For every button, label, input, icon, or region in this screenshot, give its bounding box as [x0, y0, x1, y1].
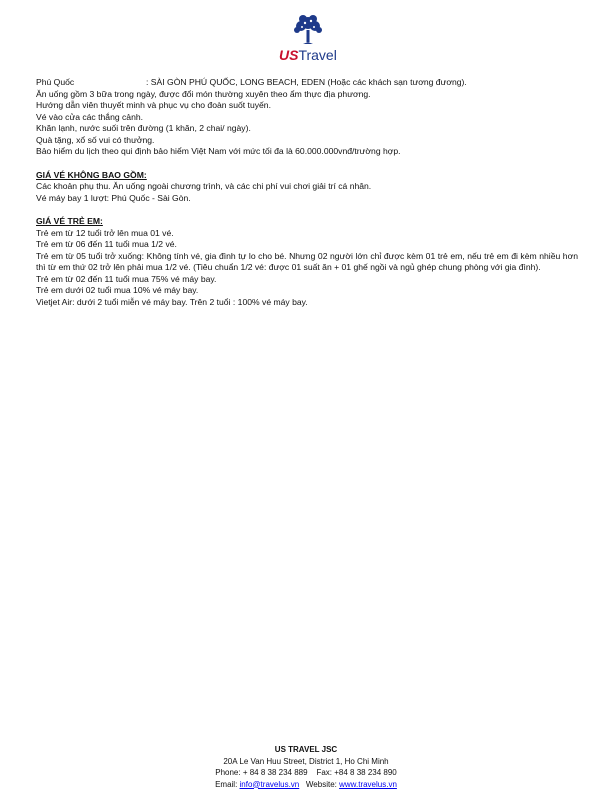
children-item: Vietjet Air: dưới 2 tuổi miễn vé máy bay. Trên 2 tuổi : 100% vé máy bay.: [36, 296, 308, 307]
children-heading: GIÁ VÉ TRẺ EM:: [36, 216, 103, 226]
us-travel-logo: [276, 14, 340, 64]
footer: [0, 744, 612, 790]
children-item: Trẻ em từ 02 đến 11 tuổi mua 75% vé máy bay.: [36, 273, 217, 284]
excluded-item: Vé máy bay 1 lượt: Phú Quốc - Sài Gòn.: [36, 192, 191, 203]
hotel-value: : SÀI GÒN PHÚ QUỐC, LONG BEACH, EDEN (Hoặc các khách sạn tương đương).: [146, 77, 467, 87]
footer-phone: Phone: + 84 8 38 234 889 Fax: +84 8 38 234 890: [215, 768, 397, 777]
website-label: Website:: [299, 779, 340, 789]
children-item: Trẻ em dưới 02 tuổi mua 10% vé máy bay.: [36, 285, 199, 295]
included-item: Ăn uống gồm 3 bữa trong ngày, được đổi món thường xuyên theo ẩm thực địa phương.: [36, 88, 371, 99]
included-item: Vé vào cửa các thắng cảnh.: [36, 111, 144, 122]
included-item: Hướng dẫn viên thuyết minh và phục vụ cho đoàn suốt tuyến.: [36, 100, 271, 110]
excluded-item: Các khoản phụ thu. Ăn uống ngoài chương trình, và các chi phí vui chơi giải trí cá nhân.: [36, 181, 372, 191]
logo-wordmark: [279, 47, 337, 63]
children-item: Trẻ em từ 12 tuổi trở lên mua 01 vé.: [36, 227, 174, 238]
hotel-line: [36, 77, 578, 89]
logo-travel-text: Travel: [298, 47, 337, 63]
hotel-label: Phú Quốc: [36, 77, 75, 87]
tree-icon: [292, 14, 324, 44]
footer-address: 20A Le Van Huu Street, District 1, Ho Chi Minh: [223, 756, 389, 766]
email-link[interactable]: info@travelus.vn: [239, 779, 300, 789]
children-item: Trẻ em từ 05 tuổi trở xuống: Không tính vé, gia đình tự lo cho bé. Nhưng 02 người lớn chỉ được kèm 01 trẻ em, nếu trẻ em đi kèm nhiều hơn thì từ em thứ 02 trở lên phải mua 1/2 vé. (Tiêu chuẩn 1/2 vé: được 01 suất ăn + 01 ghế ngồi và ngủ ghép chung phòng với gia đình).: [36, 250, 578, 272]
email-label: Email:: [215, 779, 240, 789]
included-item: Khăn lạnh, nước suối trên đường (1 khăn, 2 chai/ ngày).: [36, 123, 251, 133]
footer-company: US TRAVEL JSC: [274, 745, 338, 754]
footer-contact: [0, 779, 612, 791]
document-body: [36, 77, 578, 308]
included-item: Quà tặng, xổ số vui có thưởng.: [36, 134, 155, 145]
included-item: Bảo hiểm du lịch theo qui định bảo hiểm Việt Nam với mức tối đa là 60.000.000vnđ/trường hợp.: [36, 146, 401, 156]
children-item: Trẻ em từ 06 đến 11 tuổi mua 1/2 vé.: [36, 239, 177, 249]
excluded-heading: GIÁ VÉ KHÔNG BAO GỒM:: [36, 169, 147, 180]
logo-us-text: US: [279, 47, 299, 63]
website-link[interactable]: www.travelus.vn: [339, 779, 397, 789]
